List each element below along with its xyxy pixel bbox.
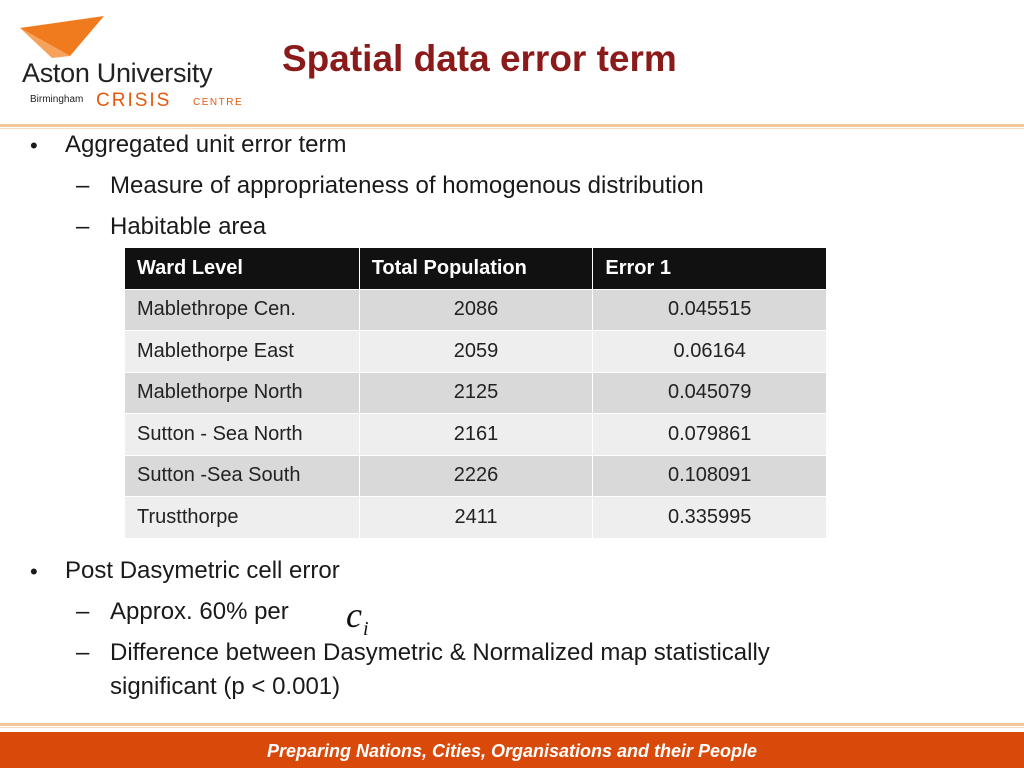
table-row: [125, 455, 827, 497]
cell-error: 0.108091: [593, 455, 827, 497]
table-row: [125, 372, 827, 414]
table-header-row: [125, 248, 827, 290]
sub-bullet-homogenous: Measure of appropriateness of homogenous distribution: [110, 172, 704, 199]
table-row: [125, 414, 827, 456]
logo-centre: CENTRE: [193, 97, 244, 108]
cell-population: 2161: [359, 414, 593, 456]
cell-error: 0.079861: [593, 414, 827, 456]
bullet-aggregated-error: Aggregated unit error term: [65, 131, 347, 158]
cell-population: 2059: [359, 331, 593, 373]
footer-divider-thin: [0, 727, 1024, 728]
header-error-1: Error 1: [593, 248, 827, 290]
table-row: [125, 331, 827, 373]
header-divider-thin: [0, 128, 1024, 129]
dash-marker: –: [76, 598, 90, 625]
sub-bullet-approx: Approx. 60% per: [110, 598, 289, 625]
footer-tagline: Preparing Nations, Cities, Organisations and their People: [266, 741, 758, 761]
header-ward-level: Ward Level: [125, 248, 360, 290]
cell-ward: Sutton -Sea South: [125, 455, 360, 497]
sub-bullet-difference-line1: Difference between Dasymetric & Normalized map statistically: [110, 639, 770, 666]
header-divider: [0, 124, 1024, 127]
bullet-post-dasymetric: Post Dasymetric cell error: [65, 557, 340, 584]
header-total-population: Total Population: [359, 248, 593, 290]
dash-marker: –: [76, 213, 90, 240]
cell-error: 0.045079: [593, 372, 827, 414]
dash-marker: –: [76, 639, 90, 666]
cell-population: 2086: [359, 289, 593, 331]
sub-bullet-difference-line2: significant (p < 0.001): [110, 673, 341, 700]
aston-university-logo: [14, 14, 244, 114]
math-subscript: i: [362, 618, 369, 640]
bullet-marker: •: [30, 133, 38, 158]
footer-bar: [0, 732, 1024, 768]
footer-divider: [0, 723, 1024, 726]
cell-population: 2411: [359, 497, 593, 539]
ward-error-table: [124, 247, 827, 539]
cell-population: 2125: [359, 372, 593, 414]
aston-logo-mark-icon: [18, 14, 108, 60]
cell-population: 2226: [359, 455, 593, 497]
cell-ward: Mablethorpe North: [125, 372, 360, 414]
cell-ward: Mablethrope Cen.: [125, 289, 360, 331]
math-c-sub-i: [346, 594, 369, 640]
cell-ward: Sutton - Sea North: [125, 414, 360, 456]
table-row: [125, 289, 827, 331]
table-row: [125, 497, 827, 539]
slide-title: Spatial data error term: [282, 38, 677, 79]
logo-university-name: Aston University: [22, 58, 213, 88]
math-base: c: [346, 595, 362, 635]
sub-bullet-habitable: Habitable area: [110, 213, 267, 240]
logo-crisis: CRISIS: [96, 90, 172, 111]
logo-city: Birmingham: [30, 94, 84, 105]
cell-error: 0.06164: [593, 331, 827, 373]
cell-ward: Mablethorpe East: [125, 331, 360, 373]
cell-ward: Trustthorpe: [125, 497, 360, 539]
bullet-marker: •: [30, 559, 38, 584]
cell-error: 0.045515: [593, 289, 827, 331]
cell-error: 0.335995: [593, 497, 827, 539]
dash-marker: –: [76, 172, 90, 199]
